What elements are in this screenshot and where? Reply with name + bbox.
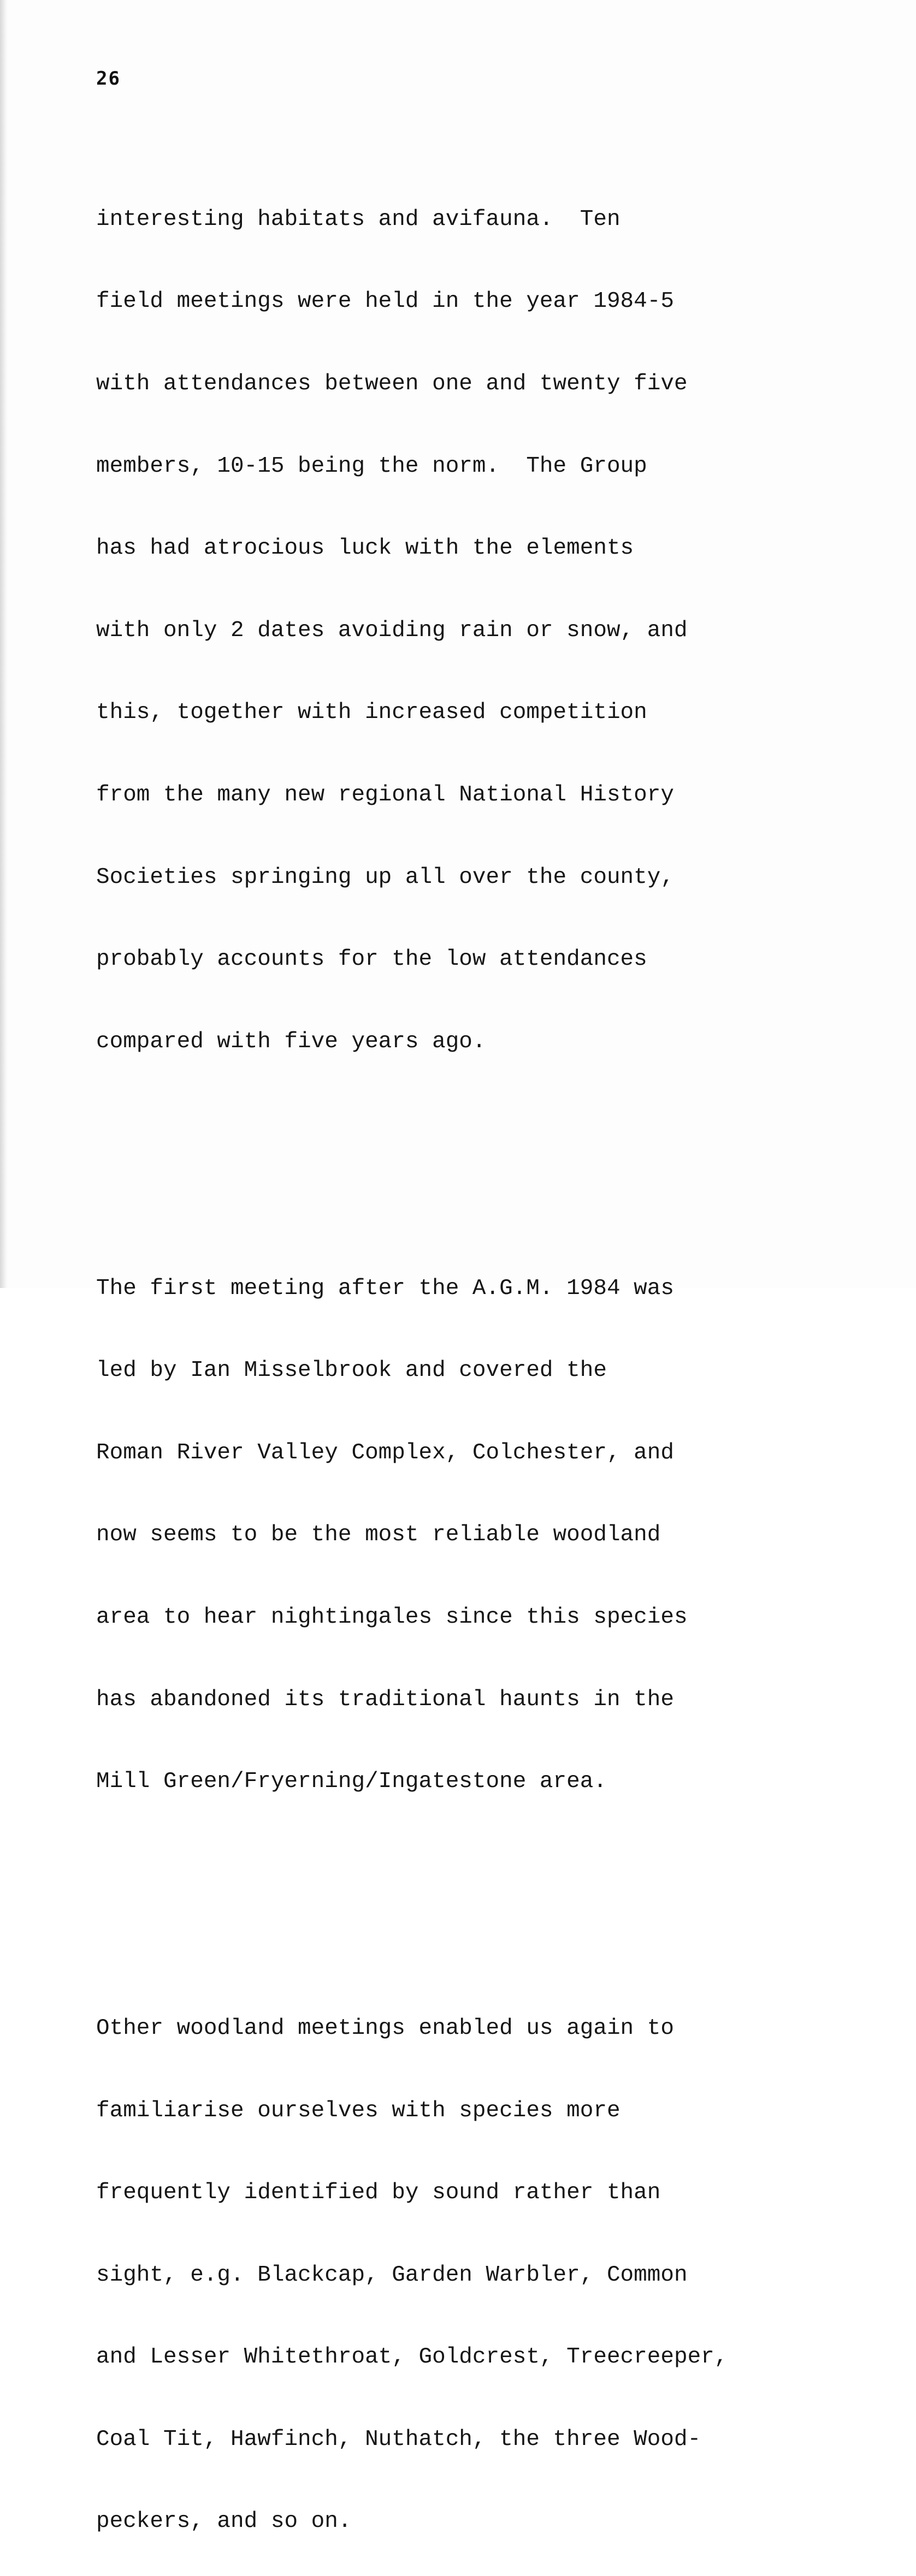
- text-line: has had atrocious luck with the elements: [96, 535, 910, 562]
- text-line: with attendances between one and twenty five: [96, 370, 910, 397]
- text-line: members, 10-15 being the norm. The Group: [96, 453, 910, 480]
- text-line: has abandoned its traditional haunts in the: [96, 1686, 910, 1713]
- text-line: familiarise ourselves with species more: [96, 2097, 910, 2124]
- text-line: interesting habitats and avifauna. Ten: [96, 206, 910, 233]
- text-line: Societies springing up all over the county,: [96, 864, 910, 891]
- text-line: from the many new regional National History: [96, 781, 910, 809]
- paragraph-field-meetings: [96, 151, 910, 1110]
- paragraph-first-meeting: [96, 1220, 910, 1850]
- text-line: The first meeting after the A.G.M. 1984 was: [96, 1275, 910, 1302]
- text-line: with only 2 dates avoiding rain or snow, and: [96, 617, 910, 644]
- text-line: now seems to be the most reliable woodland: [96, 1521, 910, 1548]
- text-line: frequently identified by sound rather than: [96, 2179, 910, 2206]
- text-line: Other woodland meetings enabled us again to: [96, 2015, 910, 2042]
- page-number: 26: [96, 68, 121, 90]
- text-line: peckers, and so on.: [96, 2508, 910, 2535]
- text-line: this, together with increased competition: [96, 699, 910, 726]
- text-line: and Lesser Whitethroat, Goldcrest, Treecreeper,: [96, 2343, 910, 2371]
- text-line: compared with five years ago.: [96, 1028, 910, 1055]
- text-line: area to hear nightingales since this species: [96, 1604, 910, 1631]
- text-line: Mill Green/Fryerning/Ingatestone area.: [96, 1768, 910, 1795]
- text-line: Roman River Valley Complex, Colchester, and: [96, 1439, 910, 1467]
- text-line: sight, e.g. Blackcap, Garden Warbler, Common: [96, 2262, 910, 2289]
- paragraph-woodland-meetings: [96, 1960, 910, 2576]
- page-binding-edge: [0, 0, 8, 1288]
- body-text: [96, 96, 910, 2576]
- text-line: led by Ian Misselbrook and covered the: [96, 1357, 910, 1384]
- text-line: probably accounts for the low attendances: [96, 946, 910, 973]
- text-line: field meetings were held in the year 1984-5: [96, 288, 910, 315]
- text-line: Coal Tit, Hawfinch, Nuthatch, the three Wood-: [96, 2426, 910, 2453]
